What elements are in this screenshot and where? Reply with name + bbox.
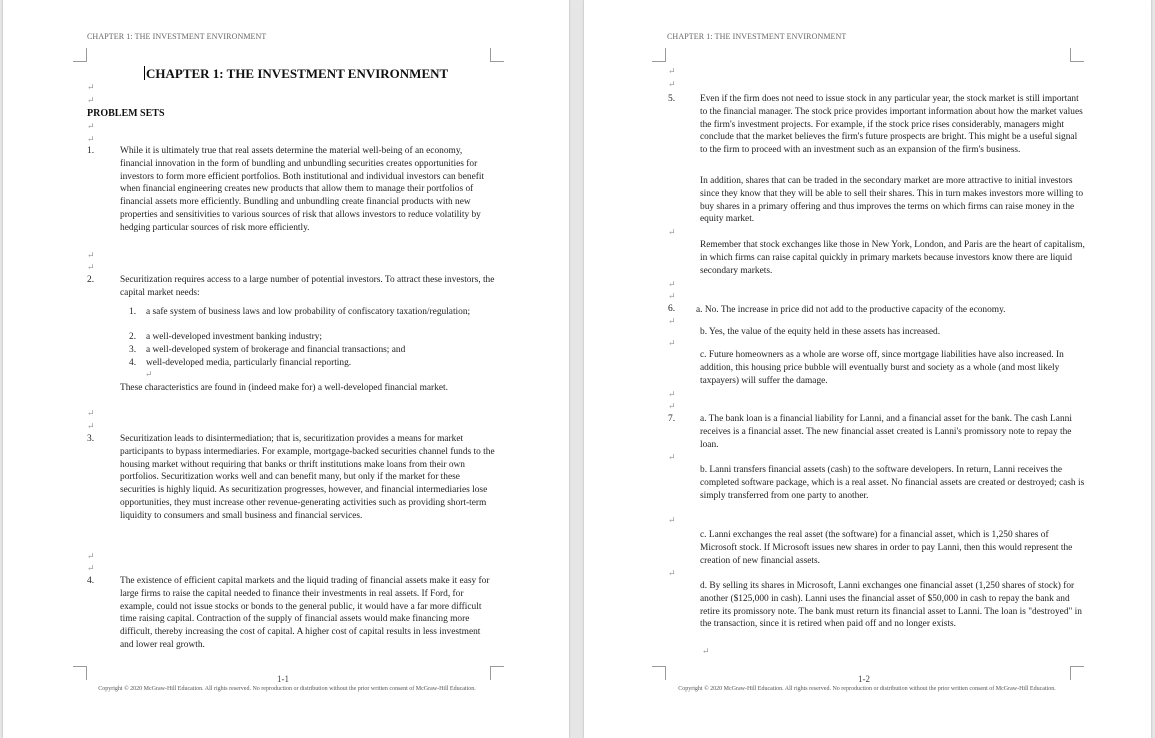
list-item: well-developed media, particularly financial reporting. xyxy=(146,358,352,368)
list-number: 1. xyxy=(129,307,137,317)
running-header: CHAPTER 1: THE INVESTMENT ENVIRONMENT xyxy=(667,32,847,41)
paragraph-mark: ↵ xyxy=(668,338,676,348)
paragraph-mark: ↵ xyxy=(87,250,95,260)
paragraph-mark: ↵ xyxy=(668,279,676,289)
crop-mark xyxy=(73,48,87,62)
paragraph-mark: ↵ xyxy=(668,66,676,76)
paragraph-mark: ↵ xyxy=(668,79,676,89)
item-text: While it is ultimately true that real assets determine the material well-being of an economy, financial innovation in the form of bundling and unbundling securities creates opportunities for investors to form more efficient portfolios. Both institutional and individual investors can benefit when financial engineering creates new products that allow them to manage their portfolios of financial assets more efficiently. Bundling and unbundling create financial products with new properties and sensitivities to various sources of risk that allows investors to reduce volatility by hedging particular sources of risk more efficiently. xyxy=(120,146,485,233)
item-text: d. By selling its shares in Microsoft, Lanni exchanges one financial asset (1,250 shares of stock) for another ($125,000 in cash). Lanni uses the financial asset of $50,000 in cash to repay the bank and retire its promissory note. The bank must return its financial asset to Lanni. The loan is "destroyed" in the transaction, since it is retired when paid off and no longer exists. xyxy=(700,581,1082,630)
item-number: 5. xyxy=(668,94,676,104)
list-number: 3. xyxy=(129,345,137,355)
chapter-title: CHAPTER 1: THE INVESTMENT ENVIRONMENT xyxy=(146,66,449,81)
paragraph-mark: ↵ xyxy=(87,563,95,573)
paragraph-mark: ↵ xyxy=(87,262,95,272)
crop-mark xyxy=(652,48,666,62)
paragraph-mark: ↵ xyxy=(668,401,676,411)
paragraph-mark: ↵ xyxy=(668,389,676,399)
item-number: 7. xyxy=(668,414,676,424)
item-text: b. Yes, the value of the equity held in these assets has increased. xyxy=(700,327,941,337)
paragraph-mark: ↵ xyxy=(668,568,676,578)
item-text: a. The bank loan is a financial liability for Lanni, and a financial asset for the bank. The cash Lanni receives is a financial asset. The new financial asset created is Lanni's promissory note to repay the loan. xyxy=(700,414,1072,450)
paragraph-mark: ↵ xyxy=(87,408,95,418)
item-text: b. Lanni transfers financial assets (cash) to the software developers. In return, Lanni receives the completed software package, which is a real asset. No financial assets are created or destroyed; cash is simply transferred from one party to another. xyxy=(700,465,1085,501)
document-page-1[interactable] xyxy=(3,0,569,738)
item-text: c. Future homeowners as a whole are worse off, since mortgage liabilities have also increased. In addition, this housing price bubble will eventually burst and society as a whole (and most likely taxpayers) will suffer the damage. xyxy=(700,350,1064,386)
crop-mark xyxy=(490,666,504,680)
paragraph-mark: ↵ xyxy=(87,121,95,131)
list-number: 2. xyxy=(129,332,137,342)
paragraph-mark: ↵ xyxy=(87,95,95,105)
list-item: a well-developed system of brokerage and financial transactions; and xyxy=(146,345,406,355)
item-text: c. Lanni exchanges the real asset (the software) for a financial asset, which is 1,250 shares of Microsoft stock. If Microsoft issues new shares in order to pay Lanni, then this would represent the creation of new financial assets. xyxy=(700,530,1073,566)
item-text: Securitization requires access to a large number of potential investors. To attract these investors, the capital market needs: xyxy=(120,275,495,298)
item-text: a. No. The increase in price did not add to the productive capacity of the economy. xyxy=(696,305,1006,315)
paragraph-mark: ↵ xyxy=(668,515,676,525)
item-number: 4. xyxy=(87,576,95,586)
paragraph-mark: ↵ xyxy=(668,452,676,462)
section-heading: PROBLEM SETS xyxy=(87,108,165,119)
item-number: 3. xyxy=(87,434,95,444)
page-number: 1-2 xyxy=(858,674,870,684)
paragraph-mark: ↵ xyxy=(145,369,153,379)
paragraph-mark: ↵ xyxy=(87,421,95,431)
list-number: 4. xyxy=(129,358,137,368)
item-text: The existence of efficient capital markets and the liquid trading of financial assets make it easy for large firms to raise the capital needed to finance their investments in real assets. If Ford, for example, could not issue stocks or bonds to the general public, it would have a far more difficult time raising capital. Contraction of the supply of financial assets would make financing more difficult, thereby increasing the cost of capital. A higher cost of capital results in less investment and lower real growth. xyxy=(120,576,490,650)
item-number: 1. xyxy=(87,146,95,156)
item-number: 2. xyxy=(87,275,95,285)
list-item: a safe system of business laws and low probability of confiscatory taxation/regulation; xyxy=(146,307,471,317)
item-text: These characteristics are found in (indeed make for) a well-developed financial market. xyxy=(120,383,448,393)
document-page-2[interactable] xyxy=(584,0,1151,738)
paragraph-mark: ↵ xyxy=(668,291,676,301)
item-text: Even if the firm does not need to issue stock in any particular year, the stock market is still important to the financial manager. The stock price provides important information about how the market values the firm's investment projects. For example, if the stock price rises considerably, managers might conclude that the market believes the firm's future prospects are bright. This might be a useful signal to the firm to proceed with an investment such as an expansion of the firm's business. xyxy=(700,94,1083,156)
crop-mark xyxy=(652,666,666,680)
copyright-notice: Copyright © 2020 McGraw-Hill Education. All rights reserved. No reproduction or distribution without the prior written consent of McGraw-Hill Education. xyxy=(678,686,1056,692)
paragraph-mark: ↵ xyxy=(702,646,710,656)
item-text: In addition, shares that can be traded in the secondary market are more attractive to initial investors since they know that they will be able to sell their shares. This in turn makes investors more willing to buy shares in a primary offering and thus improves the terms on which firms can raise money in the equity market. xyxy=(700,176,1084,225)
crop-mark xyxy=(1070,666,1084,680)
paragraph-mark: ↵ xyxy=(668,316,676,326)
crop-mark xyxy=(1070,48,1084,62)
list-item: a well-developed investment banking industry; xyxy=(146,332,323,342)
paragraph-mark: ↵ xyxy=(87,551,95,561)
paragraph-mark: ↵ xyxy=(668,227,676,237)
item-text: Remember that stock exchanges like those in New York, London, and Paris are the heart of capitalism, in which firms can raise capital quickly in primary markets because investors know there are liquid secondary markets. xyxy=(700,240,1085,276)
item-number: 6. xyxy=(668,304,676,314)
text-cursor xyxy=(144,66,145,80)
paragraph-mark: ↵ xyxy=(87,82,95,92)
crop-mark xyxy=(490,48,504,62)
crop-mark xyxy=(73,666,87,680)
paragraph-mark: ↵ xyxy=(87,134,95,144)
copyright-notice: Copyright © 2020 McGraw-Hill Education. All rights reserved. No reproduction or distribution without the prior written consent of McGraw-Hill Education. xyxy=(98,686,476,692)
running-header: CHAPTER 1: THE INVESTMENT ENVIRONMENT xyxy=(87,32,267,41)
item-text: Securitization leads to disintermediation; that is, securitization provides a means for market participants to bypass intermediaries. For example, mortgage-backed securities channel funds to the housing market without requiring that banks or thrift institutions make loans from their own portfolios. Securitization works well and can benefit many, but only if the market for these securities is highly liquid. As securitization progresses, however, and financial intermediaries lose opportunities, they must increase other revenue-generating activities such as providing short-term liquidity to consumers and small business and financial services. xyxy=(120,434,495,521)
page-number: 1-1 xyxy=(277,674,289,684)
